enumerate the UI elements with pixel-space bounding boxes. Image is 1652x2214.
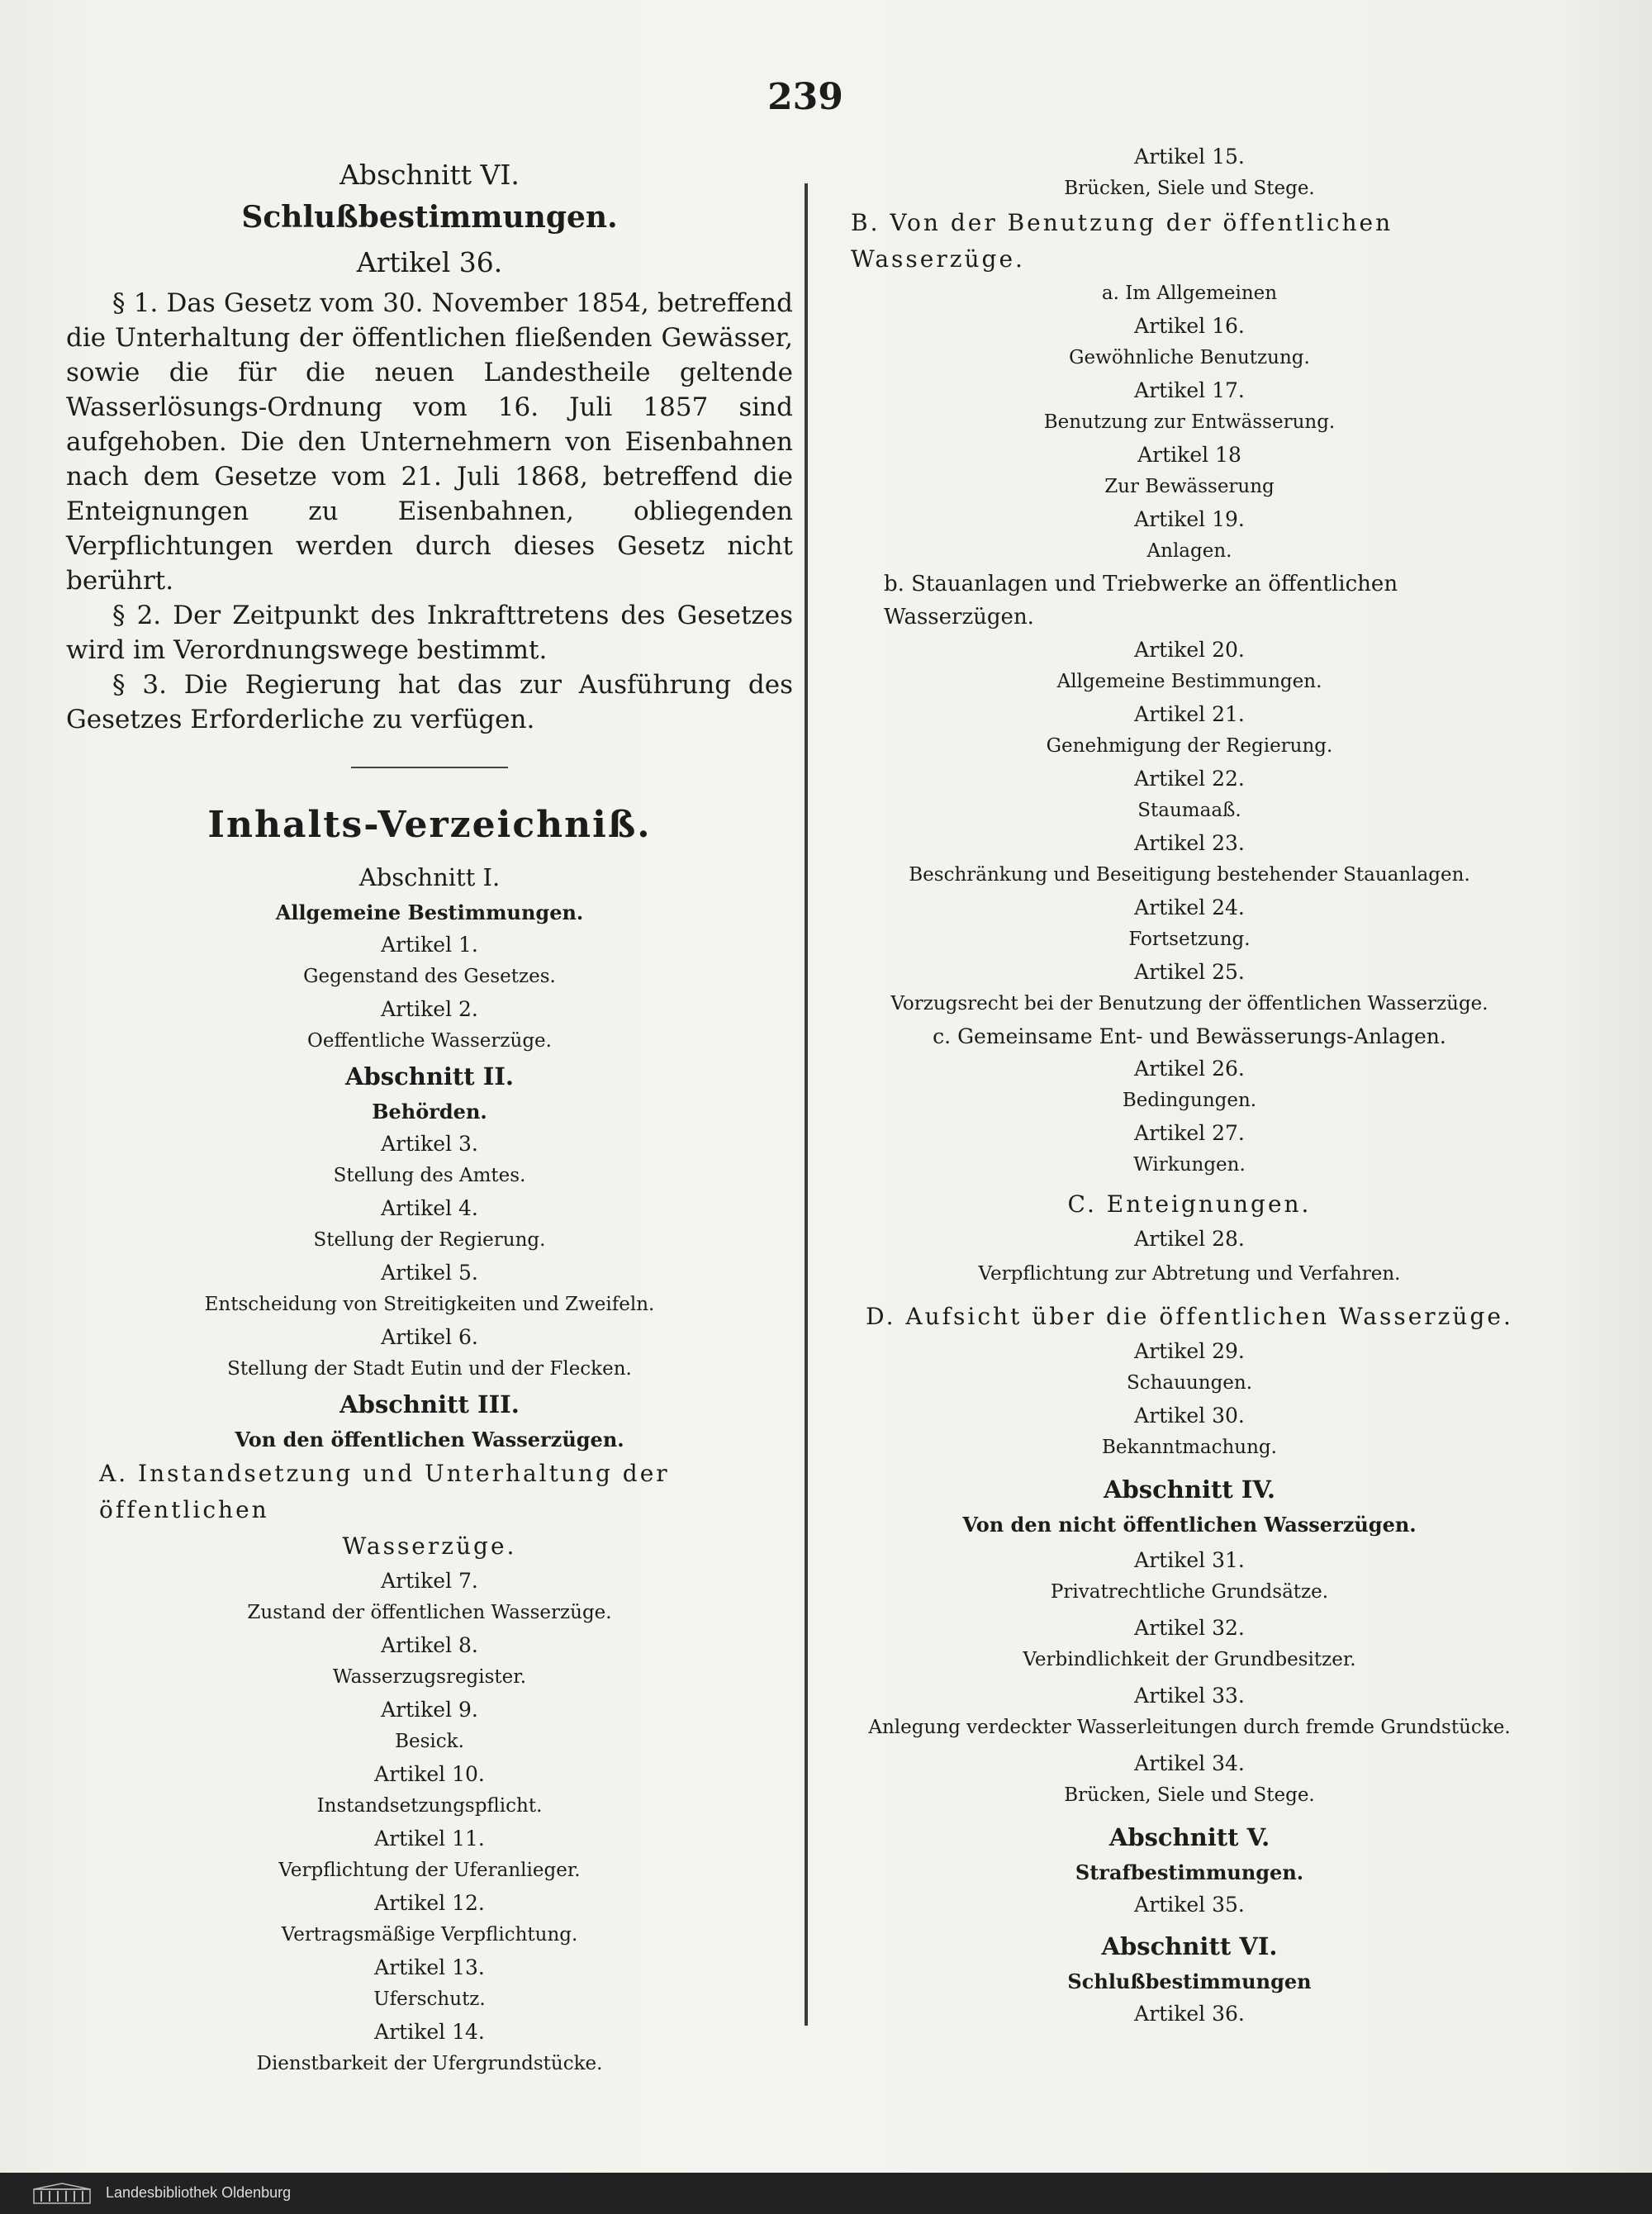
toc-article-title: Genehmigung der Regierung.: [1046, 735, 1333, 757]
left-column: [66, 155, 793, 2080]
toc-article: Artikel 8.: [381, 1633, 478, 1657]
toc-article: Artikel 7.: [381, 1569, 478, 1593]
toc-article: Artikel 10.: [374, 1762, 485, 1786]
toc-article-title: Zustand der öffentlichen Wasserzüge.: [247, 1602, 612, 1623]
toc-article-title: Anlegung verdeckter Wasserleitungen durch fremde Grundstücke.: [868, 1717, 1511, 1738]
toc-section: Abschnitt I.: [358, 863, 501, 891]
toc-section: Abschnitt III.: [339, 1390, 520, 1418]
toc-article: Artikel 5.: [381, 1261, 478, 1285]
toc-article-title: Stellung des Amtes.: [333, 1165, 526, 1186]
toc-section-title: Von den öffentlichen Wasserzügen.: [235, 1428, 624, 1451]
toc-article: Artikel 21.: [1134, 702, 1245, 726]
toc-article: Artikel 9.: [381, 1698, 478, 1722]
toc-subsection: B. Von der Benutzung der öffentlichen Wasserzüge.: [851, 209, 1393, 273]
column-divider: [805, 183, 808, 2026]
toc-subsubsection: a. Im Allgemeinen: [1101, 283, 1278, 304]
toc-article: Artikel 23.: [1134, 831, 1245, 855]
toc-article-title: Schauungen.: [1126, 1372, 1253, 1394]
toc-article-title: Stellung der Stadt Eutin und der Flecken.: [227, 1358, 632, 1380]
toc-subsection: D. Aufsicht über die öffentlichen Wasserzüge.: [866, 1303, 1513, 1330]
toc-section: Abschnitt V.: [1108, 1823, 1270, 1851]
toc-section: Abschnitt II.: [344, 1062, 515, 1090]
toc-subsubsection: c. Gemeinsame Ent- und Bewässerungs-Anlagen.: [933, 1024, 1446, 1048]
toc-article-title: Instandsetzungspflicht.: [316, 1795, 543, 1817]
toc-article-title: Gewöhnliche Benutzung.: [1069, 347, 1310, 368]
toc-article-title: Dienstbarkeit der Ufergrundstücke.: [256, 2053, 603, 2074]
toc-article: Artikel 18: [1137, 443, 1241, 467]
library-name: Landesbibliothek Oldenburg: [106, 2184, 292, 2201]
toc-article-title: Bekanntmachung.: [1102, 1437, 1277, 1458]
toc-article-title: Staumaaß.: [1137, 800, 1241, 821]
toc-article: Artikel 19.: [1134, 507, 1245, 531]
paragraph-1: § 1. Das Gesetz vom 30. November 1854, betreffend die Unterhaltung der öffentlichen fließenden Gewässer, sowie die für die neuen Landestheile geltende Wasserlösungs-Ordnung vom 16. Juli 1857 sind aufgehoben. Die den Unternehmern von Eisenbahnen nach dem Gesetze vom 21. Juli 1868, betreffend die Enteignungen zu Eisenbahnen, obliegenden Verpflichtungen werden durch dieses Gesetz nicht berührt.: [66, 288, 793, 596]
toc-article: Artikel 4.: [381, 1196, 478, 1220]
page-number: 239: [767, 76, 843, 118]
toc-section-title: Schlußbestimmungen: [1067, 1969, 1312, 1993]
paragraph-2: § 2. Der Zeitpunkt des Inkrafttretens des Gesetzes wird im Verordnungswege bestimmt.: [66, 601, 793, 665]
toc-article: Artikel 22.: [1134, 767, 1245, 791]
toc-article: Artikel 30.: [1134, 1404, 1245, 1428]
toc-article: Artikel 29.: [1134, 1339, 1245, 1363]
toc-article-title: Oeffentliche Wasserzüge.: [307, 1030, 552, 1052]
toc-article: Artikel 26.: [1134, 1057, 1245, 1081]
toc-section-title: Allgemeine Bestimmungen.: [275, 900, 584, 924]
toc-title: Inhalts-Verzeichniß.: [207, 804, 652, 846]
library-logo-icon: [33, 2183, 91, 2204]
toc-article: Artikel 32.: [1134, 1616, 1245, 1640]
toc-article-title: Vorzugsrecht bei der Benutzung der öffentlichen Wasserzüge.: [890, 993, 1488, 1014]
toc-article-title: Uferschutz.: [373, 1988, 486, 2010]
article-heading: Artikel 36.: [356, 246, 503, 278]
toc-article-title: Gegenstand des Gesetzes.: [303, 966, 556, 987]
toc-article: Artikel 16.: [1134, 314, 1245, 338]
toc-section: Abschnitt VI.: [1101, 1932, 1278, 1960]
toc-article: Artikel 6.: [381, 1325, 478, 1349]
toc-article-title: Verpflichtung der Uferanlieger.: [278, 1860, 581, 1881]
toc-article-title: Anlagen.: [1146, 540, 1232, 562]
toc-article: Artikel 3.: [381, 1132, 478, 1156]
toc-article: Artikel 27.: [1134, 1121, 1245, 1145]
toc-article: Artikel 15.: [1134, 145, 1245, 169]
toc-article-title: Verpflichtung zur Abtretung und Verfahren.: [978, 1263, 1401, 1285]
toc-article-title: Vertragsmäßige Verpflichtung.: [281, 1924, 578, 1946]
toc-subsection: C. Enteignungen.: [1067, 1190, 1312, 1218]
toc-article: Artikel 36.: [1134, 2002, 1245, 2026]
toc-section: Abschnitt IV.: [1104, 1475, 1275, 1504]
toc-subsection: A. Instandsetzung und Unterhaltung der öffentlichen: [99, 1460, 670, 1523]
toc-article-title: Besick.: [395, 1731, 464, 1752]
footer-bar: [0, 2173, 1652, 2214]
toc-article: Artikel 17.: [1134, 378, 1245, 402]
toc-section-title: Von den nicht öffentlichen Wasserzügen.: [962, 1513, 1417, 1537]
toc-article-title: Stellung der Regierung.: [313, 1229, 546, 1251]
toc-article: Artikel 13.: [374, 1955, 485, 1979]
toc-article-title: Wasserzugsregister.: [332, 1666, 527, 1688]
toc-subsubsection: b. Stauanlagen und Triebwerke an öffentlichen Wasserzügen.: [884, 572, 1398, 630]
toc-article: Artikel 2.: [381, 997, 478, 1021]
toc-article: Artikel 25.: [1134, 960, 1245, 984]
toc-article-title: Zur Bewässerung: [1104, 476, 1275, 497]
toc-article-title: Allgemeine Bestimmungen.: [1056, 671, 1322, 692]
right-column: [826, 140, 1553, 2030]
toc-article-title: Wirkungen.: [1133, 1154, 1246, 1176]
toc-article: Artikel 24.: [1134, 896, 1245, 919]
toc-article: Artikel 31.: [1134, 1548, 1245, 1572]
toc-article-title: Bedingungen.: [1122, 1090, 1257, 1111]
toc-article-title: Brücken, Siele und Stege.: [1064, 1784, 1315, 1806]
toc-article: Artikel 35.: [1134, 1893, 1245, 1917]
toc-article: Artikel 34.: [1134, 1751, 1245, 1775]
toc-article: Artikel 28.: [1134, 1227, 1245, 1251]
section-heading: Abschnitt VI.: [339, 159, 520, 191]
toc-article-title: Brücken, Siele und Stege.: [1064, 178, 1315, 199]
toc-article-title: Entscheidung von Streitigkeiten und Zweifeln.: [204, 1294, 655, 1315]
section-title: Schlußbestimmungen.: [241, 200, 618, 235]
toc-article: Artikel 1.: [381, 933, 478, 957]
paragraph-3: § 3. Die Regierung hat das zur Ausführung des Gesetzes Erforderliche zu verfügen.: [66, 670, 793, 734]
toc-article-title: Beschränkung und Beseitigung bestehender Stauanlagen.: [909, 864, 1470, 886]
toc-section-title: Behörden.: [372, 1100, 487, 1124]
toc-article-title: Fortsetzung.: [1128, 929, 1251, 950]
toc-article: Artikel 11.: [374, 1827, 485, 1851]
toc-article: Artikel 20.: [1134, 638, 1245, 662]
separator-rule: [351, 767, 508, 768]
toc-subsection-cont: Wasserzüge.: [342, 1532, 517, 1560]
toc-article: Artikel 12.: [374, 1891, 485, 1915]
toc-section-title: Strafbestimmungen.: [1075, 1860, 1304, 1884]
toc-article-title: Privatrechtliche Grundsätze.: [1050, 1581, 1329, 1603]
toc-article-title: Benutzung zur Entwässerung.: [1043, 411, 1336, 433]
toc-article: Artikel 33.: [1134, 1684, 1245, 1708]
toc-article-title: Verbindlichkeit der Grundbesitzer.: [1023, 1649, 1356, 1670]
toc-article: Artikel 14.: [374, 2020, 485, 2044]
